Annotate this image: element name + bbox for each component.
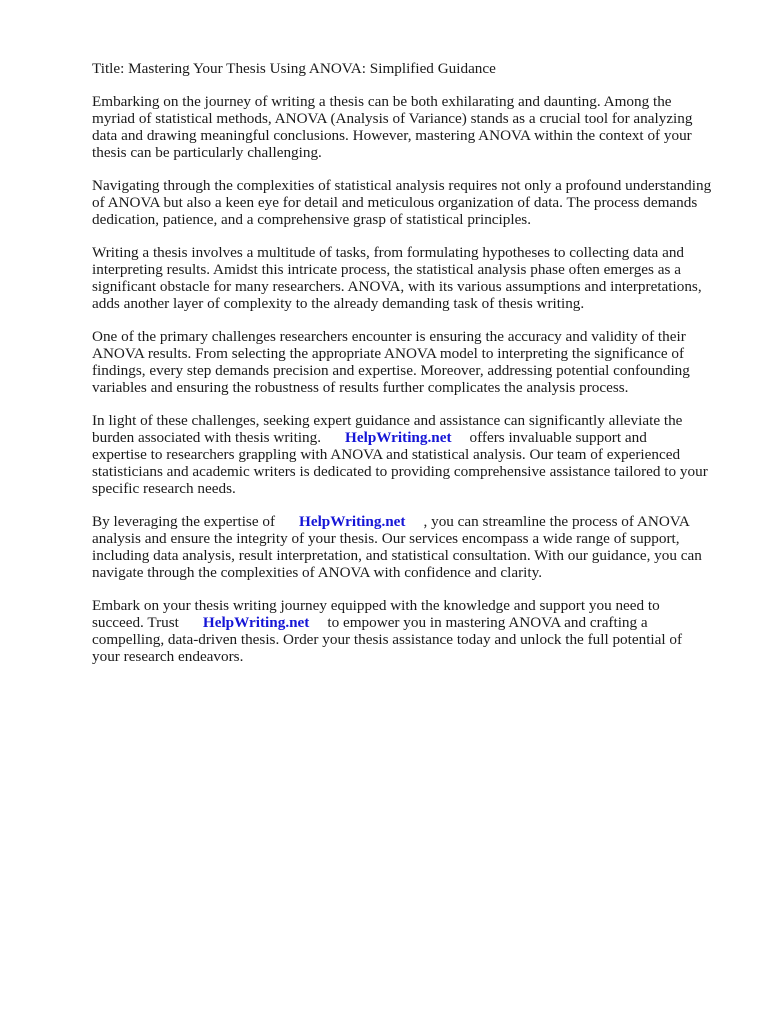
text-line: Navigating through the complexities of statistical analysis requires not only a profound understanding xyxy=(92,177,712,194)
paragraph-closing xyxy=(92,597,732,665)
helpwriting-link[interactable]: HelpWriting.net xyxy=(202,614,310,631)
text-line: findings, every step demands precision and expertise. Moreover, addressing potential confounding xyxy=(92,362,690,379)
text-line: thesis can be particularly challenging. xyxy=(92,144,322,161)
document-title: Title: Mastering Your Thesis Using ANOVA: Simplified Guidance xyxy=(92,60,496,77)
paragraph-intro xyxy=(92,93,732,161)
text-line: adds another layer of complexity to the already demanding task of thesis writing. xyxy=(92,295,585,312)
text-line: navigate through the complexities of ANOVA with confidence and clarity. xyxy=(92,564,543,581)
text-line: compelling, data-driven thesis. Order your thesis assistance today and unlock the full potential of xyxy=(92,631,683,648)
document-page xyxy=(92,60,732,681)
text-line: statisticians and academic writers is dedicated to providing comprehensive assistance tailored to your xyxy=(92,463,708,480)
text-line: Embarking on the journey of writing a thesis can be both exhilarating and daunting. Among the xyxy=(92,93,672,110)
paragraph-challenges xyxy=(92,328,732,396)
paragraph-complexities xyxy=(92,177,732,228)
text-line xyxy=(92,513,732,530)
text-line: specific research needs. xyxy=(92,480,236,497)
text-segment: offers invaluable support and xyxy=(469,429,647,446)
text-line: Writing a thesis involves a multitude of tasks, from formulating hypotheses to collecting data and xyxy=(92,244,685,261)
text-line: data and drawing meaningful conclusions. However, mastering ANOVA within the context of your xyxy=(92,127,692,144)
text-line: expertise to researchers grappling with ANOVA and statistical analysis. Our team of experienced xyxy=(92,446,681,463)
text-line: One of the primary challenges researchers encounter is ensuring the accuracy and validity of their xyxy=(92,328,686,345)
text-line: analysis and ensure the integrity of your thesis. Our services encompass a wide range of support, xyxy=(92,530,680,547)
text-line: interpreting results. Amidst this intricate process, the statistical analysis phase often emerges as a xyxy=(92,261,681,278)
text-segment: burden associated with thesis writing. xyxy=(92,429,322,446)
text-line: myriad of statistical methods, ANOVA (Analysis of Variance) stands as a crucial tool for analyzing xyxy=(92,110,693,127)
text-line xyxy=(92,614,732,631)
text-line: ANOVA results. From selecting the appropriate ANOVA model to interpreting the significance of xyxy=(92,345,685,362)
text-line: significant obstacle for many researchers. ANOVA, with its various assumptions and interpretations, xyxy=(92,278,702,295)
text-line: of ANOVA but also a keen eye for detail and meticulous organization of data. The process demands xyxy=(92,194,698,211)
text-line: your research endeavors. xyxy=(92,648,244,665)
text-segment: By leveraging the expertise of xyxy=(92,513,276,530)
text-segment: to empower you in mastering ANOVA and crafting a xyxy=(327,614,648,631)
text-segment: succeed. Trust xyxy=(92,614,179,631)
text-line: Embark on your thesis writing journey equipped with the knowledge and support you need to xyxy=(92,597,660,614)
text-line: In light of these challenges, seeking expert guidance and assistance can significantly alleviate the xyxy=(92,412,683,429)
text-line: including data analysis, result interpretation, and statistical consultation. With our guidance, you can xyxy=(92,547,702,564)
text-segment: , you can streamline the process of ANOVA xyxy=(423,513,690,530)
paragraph-guidance xyxy=(92,412,732,497)
paragraph-expertise xyxy=(92,513,732,581)
text-line: dedication, patience, and a comprehensive grasp of statistical principles. xyxy=(92,211,532,228)
text-line xyxy=(92,429,732,446)
helpwriting-link[interactable]: HelpWriting.net xyxy=(345,429,452,446)
paragraph-tasks xyxy=(92,244,732,312)
text-line: variables and ensuring the robustness of results further complicates the analysis process. xyxy=(92,379,629,396)
helpwriting-link[interactable]: HelpWriting.net xyxy=(299,513,406,530)
